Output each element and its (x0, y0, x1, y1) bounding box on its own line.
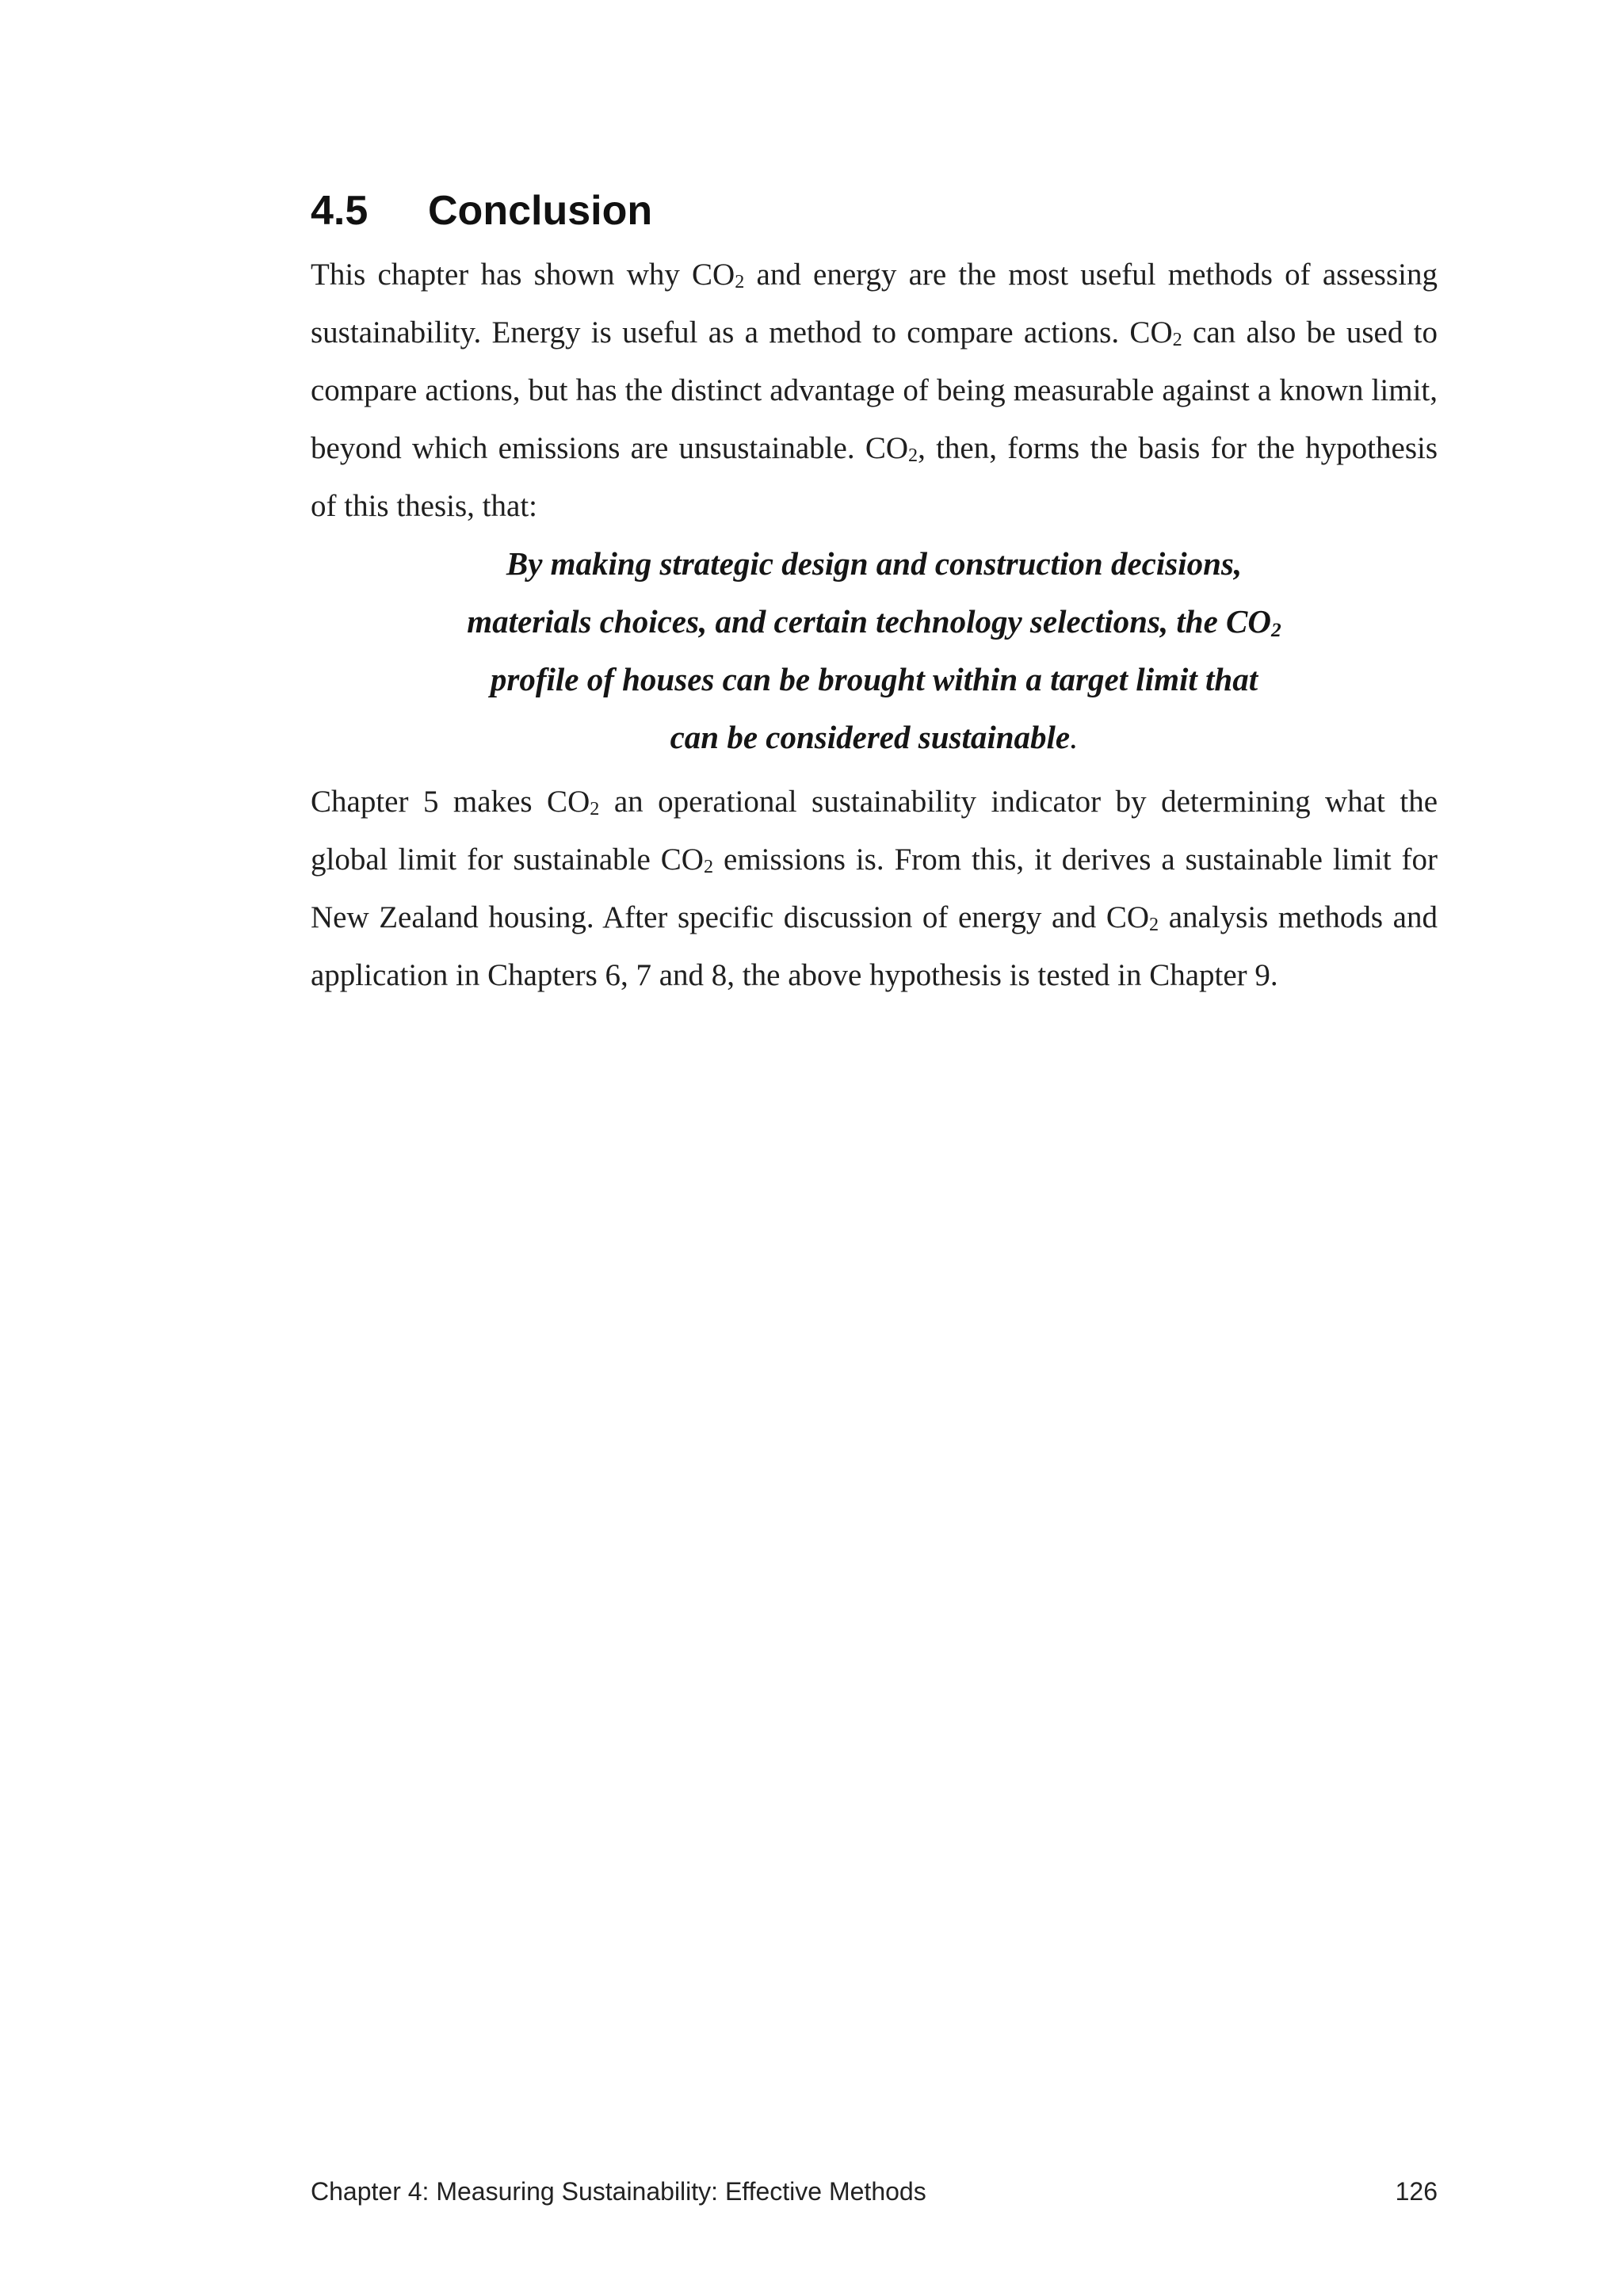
subscript: 2 (908, 445, 918, 467)
hypothesis-period: . (1070, 719, 1079, 755)
section-number: 4.5 (311, 188, 369, 234)
paragraph-text: can also be used to compare actions, but has the distinct advantage of being measurable against a known limit, beyond which emissions are unsustainable. CO (311, 315, 1438, 465)
footer-chapter-title: Chapter 4: Measuring Sustainability: Effective Methods (311, 2177, 926, 2206)
subscript: 2 (1271, 618, 1281, 641)
hypothesis-statement (311, 535, 1438, 773)
subscript: 2 (1149, 914, 1159, 936)
hypothesis-line-1: By making strategic design and construction decisions, (506, 545, 1243, 582)
paragraph-text: emissions is. From this, it derives a sustainable limit for New Zealand housing. After specific discussion of energy and CO (311, 842, 1438, 934)
hypothesis-line-4-text: can be considered sustainable (670, 719, 1071, 755)
paragraph-text: analysis methods and application in Chapters 6, 7 and 8, the above hypothesis is tested in Chapter 9. (311, 900, 1438, 992)
page-content (311, 190, 1438, 1004)
paragraph-text: Chapter 5 makes CO (311, 785, 590, 819)
subscript: 2 (735, 271, 745, 293)
section-title: Conclusion (428, 188, 653, 234)
hypothesis-line-4 (311, 709, 1438, 766)
subscript: 2 (590, 798, 600, 820)
outline-paragraph (311, 773, 1438, 1004)
paragraph-text: , then, forms the basis for the hypothesis of this thesis, that: (311, 431, 1438, 523)
hypothesis-line-2 (311, 593, 1438, 651)
paragraph-text: This chapter has shown why CO (311, 258, 735, 292)
hypothesis-line-2-text: materials choices, and certain technology selections, the CO (467, 603, 1271, 640)
conclusion-paragraph (311, 246, 1438, 535)
subscript: 2 (703, 856, 714, 878)
paragraph-text: an operational sustainability indicator by determining what the global limit for sustainable CO (311, 785, 1438, 877)
footer-page-number: 126 (1395, 2177, 1438, 2206)
paragraph-text: and energy are the most useful methods of assessing sustainability. Energy is useful as a method to compare actions. CO (311, 258, 1438, 350)
subscript: 2 (1172, 329, 1182, 351)
hypothesis-line-3: profile of houses can be brought within a target limit that (490, 661, 1258, 697)
page-footer (311, 2176, 1438, 2207)
section-heading (311, 188, 1438, 234)
